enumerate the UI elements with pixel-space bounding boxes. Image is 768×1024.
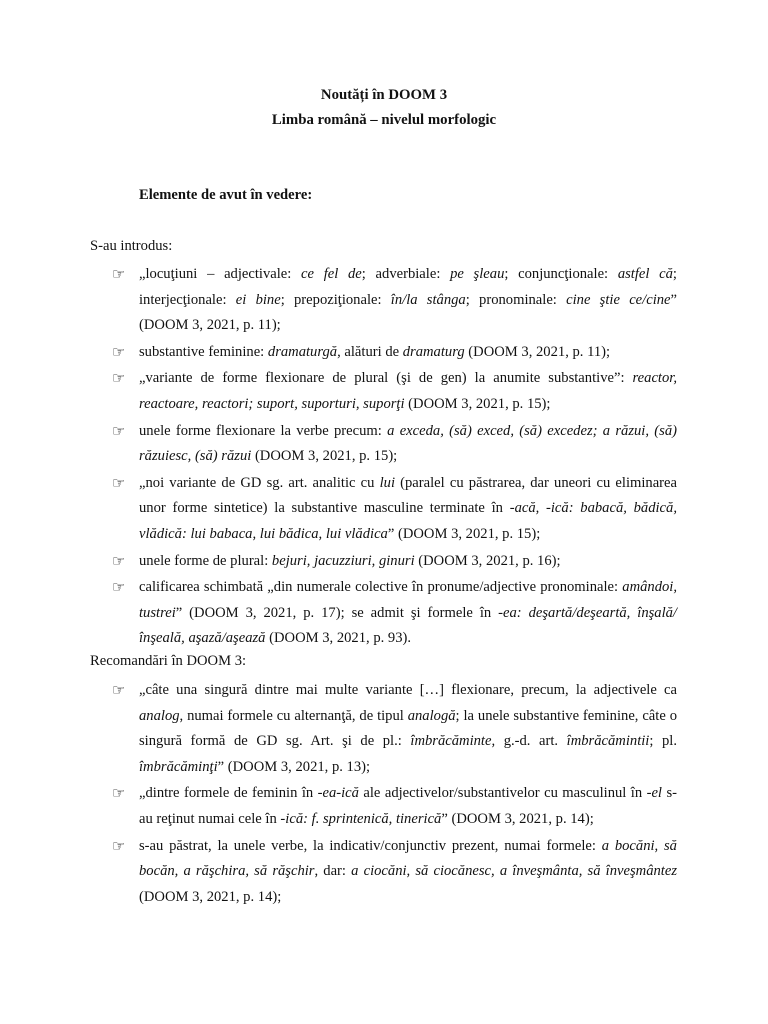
italic-example: îmbrăcămintii — [566, 733, 650, 750]
list-item-text: „variante de forme flexionare de plural (şi de gen) la anumite substantive”: — [139, 370, 633, 387]
introduced-label: S-au introdus: — [90, 238, 173, 254]
list-item-text: „noi variante de GD sg. art. analitic cu — [139, 474, 380, 491]
list-item-text: unele forme de plural: — [139, 552, 272, 569]
list-item-text: ; interjecţionale: — [139, 266, 677, 308]
list-item-text: ” (DOOM 3, 2021, p. 11); — [139, 291, 678, 334]
italic-example: reactor, reactoare, reactori; suport, suporturi, suporţi — [139, 370, 677, 412]
list-item-text: ; la unele substantive feminine, câte o singură formă de GD sg. Art. şi de pl.: — [139, 707, 677, 750]
italic-example: astfel că — [617, 266, 673, 282]
list-item — [112, 471, 677, 548]
list-item — [112, 678, 677, 780]
italic-example: analog — [139, 707, 180, 724]
list-item-text: (paralel cu păstrarea, dar uneori cu eliminarea unor forme sintetice) la substantive masculine terminate în - — [139, 474, 677, 517]
italic-example: amândoi, tustrei — [139, 579, 677, 621]
italic-example: ea-ică — [322, 785, 359, 802]
pointing-hand-icon: ☞ — [112, 681, 126, 699]
pointing-hand-icon: ☞ — [112, 578, 126, 597]
pointing-hand-icon: ☞ — [112, 784, 126, 803]
italic-example: îmbrăcăminţi — [139, 758, 218, 775]
list-item — [112, 575, 677, 652]
list-item — [112, 366, 677, 417]
pointing-hand-icon: ☞ — [112, 473, 126, 492]
list-item-text: (DOOM 3, 2021, p. 14); — [139, 888, 282, 905]
pointing-hand-icon: ☞ — [112, 265, 126, 283]
list-item-text: ale adjectivelor/substantivelor cu masculinul în - — [358, 785, 652, 802]
introduced-list — [112, 262, 677, 653]
pointing-hand-icon: ☞ — [112, 369, 126, 388]
list-item-text: ” (DOOM 3, 2021, p. 14); — [441, 810, 594, 827]
italic-example: a exceda, (să) exced, (să) excedez; a răzui, (să) răzuiesc, (să) răzui — [139, 422, 677, 465]
italic-example: lui — [379, 474, 395, 491]
list-item-text: ; pronominale: — [465, 291, 567, 308]
list-item-text: „câte una singură dintre mai multe variante […] flexionare, precum, la adjectivele ca — [139, 682, 677, 698]
italic-example: bejuri, jacuzziuri, ginuri — [271, 552, 415, 569]
italic-example: pe şleau — [450, 266, 505, 282]
list-item-text: ; pl. — [649, 733, 677, 750]
pointing-hand-icon: ☞ — [112, 551, 126, 570]
list-item-text: (DOOM 3, 2021, p. 15); — [251, 448, 398, 465]
italic-example: a ciocăni, să ciocănesc, a înveşmânta, să înveşmântez — [351, 863, 678, 880]
list-item-text: „dintre formele de feminin în - — [139, 785, 323, 802]
section-heading: Elemente de avut în vedere: — [139, 187, 313, 203]
list-item-text: , alături de — [337, 343, 403, 360]
list-item-text: ; prepoziţionale: — [280, 291, 391, 308]
recommendations-label: Recomandări în DOOM 3: — [90, 653, 247, 669]
pointing-hand-icon: ☞ — [112, 342, 126, 361]
italic-example: a bocăni, să bocăn, a răşchira, să răşchir — [139, 837, 677, 880]
list-item-text: (DOOM 3, 2021, p. 11); — [464, 343, 611, 360]
list-item-text: ; conjuncţionale: — [504, 266, 618, 282]
list-item-text: ” (DOOM 3, 2021, p. 13); — [217, 758, 371, 775]
italic-example: îmbrăcăminte, — [410, 733, 496, 750]
italic-example: ea: deşartă/deşeartă, înşală/înşeală, aşază/aşează — [139, 604, 677, 647]
list-item — [112, 834, 677, 911]
list-item-text: ” (DOOM 3, 2021, p. 17); se admit şi formele în - — [175, 604, 503, 621]
list-item-text: (DOOM 3, 2021, p. 16); — [414, 552, 561, 569]
pointing-hand-icon: ☞ — [112, 836, 126, 855]
list-item-text: unele forme flexionare la verbe precum: — [139, 422, 388, 439]
list-item — [112, 419, 677, 470]
list-item-text: , dar: — [314, 863, 352, 880]
italic-example: ce fel de — [301, 266, 362, 282]
list-item-text: (DOOM 3, 2021, p. 15); — [404, 395, 551, 412]
italic-example: acă, -ică: babacă, bădică, vlădică: lui babaca, lui bădica, lui vlădica — [139, 500, 677, 542]
list-item-text: s-au păstrat, la unele verbe, la indicativ/conjunctiv prezent, numai formele: — [139, 837, 602, 854]
list-item-text: , numai formele cu alternanţă, de tipul — [179, 707, 408, 724]
list-item — [112, 781, 677, 832]
list-item-text: substantive feminine: — [139, 343, 268, 360]
italic-example: dramaturg — [402, 343, 465, 360]
list-item-text: g.-d. art. — [495, 733, 567, 750]
list-item — [112, 340, 677, 366]
list-item-text: (DOOM 3, 2021, p. 93). — [265, 630, 412, 647]
italic-example: dramaturgă — [267, 343, 338, 360]
list-item-text: s-au reţinut numai cele în - — [139, 785, 677, 827]
italic-example: analogă — [407, 707, 456, 724]
italic-example: el — [651, 785, 662, 802]
list-item-text: calificarea schimbată „din numerale colective în pronume/adjective pronominale: — [139, 579, 623, 596]
document-subtitle: Limba română – nivelul morfologic — [271, 112, 497, 128]
list-item-text: ” (DOOM 3, 2021, p. 15); — [387, 525, 541, 542]
list-item — [112, 549, 677, 575]
recommendations-list — [112, 678, 677, 911]
italic-example: cine ştie ce/cine — [566, 291, 671, 308]
list-item-text: ; adverbiale: — [361, 266, 451, 282]
italic-example: ică: f. sprintenică, tinerică — [285, 810, 442, 827]
italic-example: ei bine — [235, 291, 281, 308]
list-item — [112, 262, 677, 339]
list-item-text: „locuţiuni – adjectivale: — [139, 266, 302, 282]
document-title: Noutăți în DOOM 3 — [320, 87, 448, 103]
italic-example: în/la stânga — [390, 291, 466, 308]
pointing-hand-icon: ☞ — [112, 421, 126, 440]
